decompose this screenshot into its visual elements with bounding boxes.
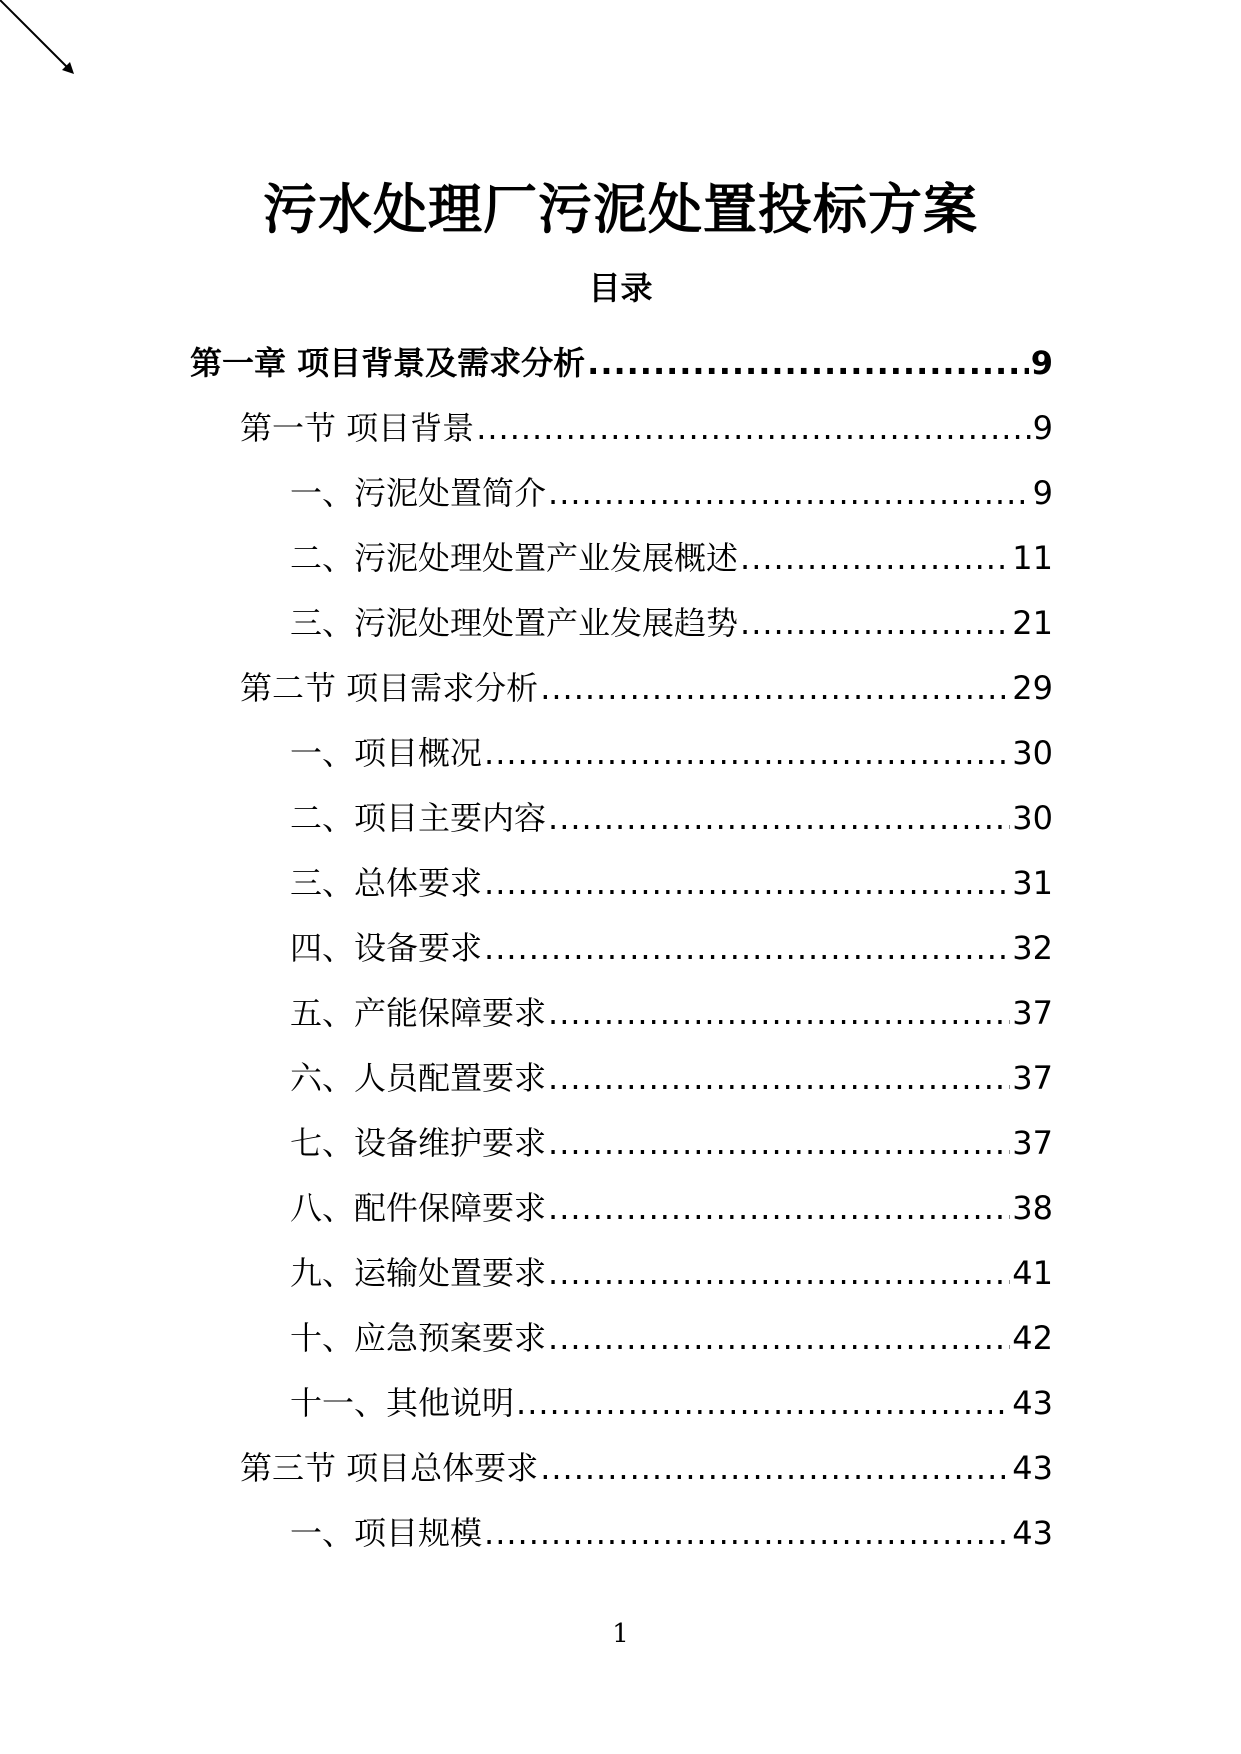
toc-dot-leader xyxy=(548,1253,1010,1293)
toc-entry-page: 9 xyxy=(1032,474,1053,512)
page-number: 1 xyxy=(612,1619,629,1649)
toc-entry[interactable] xyxy=(0,460,1241,525)
toc-dot-leader xyxy=(516,1383,1010,1423)
toc-entry-label: 三、总体要求 xyxy=(290,864,483,902)
toc-dot-leader xyxy=(548,1188,1010,1228)
toc-entry[interactable] xyxy=(0,395,1241,460)
toc-entry-page: 37 xyxy=(1012,1124,1053,1162)
toc-dot-leader xyxy=(548,1058,1010,1098)
toc-entry-label: 一、项目规模 xyxy=(290,1514,483,1552)
toc-entry-page: 30 xyxy=(1012,799,1053,837)
toc-entry-label: 一、污泥处置简介 xyxy=(290,474,547,512)
toc-entry-label: 二、项目主要内容 xyxy=(290,799,547,837)
toc-entry-label: 二、污泥处理处置产业发展概述 xyxy=(290,539,739,577)
toc-entry-label: 十一、其他说明 xyxy=(290,1384,515,1422)
toc-dot-leader xyxy=(548,473,1031,513)
toc-entry[interactable] xyxy=(0,720,1241,785)
toc-entry[interactable] xyxy=(0,1500,1241,1565)
toc-dot-leader xyxy=(484,928,1010,968)
toc-entry-page: 31 xyxy=(1012,864,1053,902)
toc-entry[interactable] xyxy=(0,785,1241,850)
toc-dot-leader xyxy=(484,733,1010,773)
toc-dot-leader xyxy=(740,603,1010,643)
toc-dot-leader xyxy=(587,343,1029,383)
toc-entry-page: 42 xyxy=(1012,1319,1053,1357)
toc-entry-page: 41 xyxy=(1012,1254,1053,1292)
toc-entry-page: 38 xyxy=(1012,1189,1053,1227)
toc-entry-page: 29 xyxy=(1012,669,1053,707)
toc-entry[interactable] xyxy=(0,915,1241,980)
toc-entry-page: 43 xyxy=(1012,1449,1053,1487)
toc-entry[interactable] xyxy=(0,1045,1241,1110)
toc-entry-page: 9 xyxy=(1030,344,1053,382)
toc-entry-label: 第二节 项目需求分析 xyxy=(240,669,539,707)
toc-entry[interactable] xyxy=(0,1305,1241,1370)
toc-entry-page: 21 xyxy=(1012,604,1053,642)
toc-entry-page: 32 xyxy=(1012,929,1053,967)
toc-entry[interactable] xyxy=(0,980,1241,1045)
toc-entry-label: 第一节 项目背景 xyxy=(240,409,475,447)
toc-entry-page: 30 xyxy=(1012,734,1053,772)
toc-entry-label: 六、人员配置要求 xyxy=(290,1059,547,1097)
toc-dot-leader xyxy=(548,798,1010,838)
toc-dot-leader xyxy=(484,1513,1010,1553)
toc-dot-leader xyxy=(548,1318,1010,1358)
toc-dot-leader xyxy=(484,863,1010,903)
toc-entry-page: 43 xyxy=(1012,1384,1053,1422)
toc-entry-label: 一、项目概况 xyxy=(290,734,483,772)
toc-entry-label: 第一章 项目背景及需求分析 xyxy=(190,344,586,382)
table-of-contents xyxy=(0,330,1241,1565)
toc-entry[interactable] xyxy=(0,525,1241,590)
toc-entry-page: 37 xyxy=(1012,1059,1053,1097)
toc-dot-leader xyxy=(540,1448,1010,1488)
toc-entry-label: 第三节 项目总体要求 xyxy=(240,1449,539,1487)
toc-entry[interactable] xyxy=(0,850,1241,915)
toc-entry[interactable] xyxy=(0,1110,1241,1175)
toc-entry-label: 四、设备要求 xyxy=(290,929,483,967)
toc-entry[interactable] xyxy=(0,1240,1241,1305)
toc-dot-leader xyxy=(548,993,1010,1033)
toc-dot-leader xyxy=(548,1123,1010,1163)
toc-entry-page: 37 xyxy=(1012,994,1053,1032)
toc-entry-label: 十、应急预案要求 xyxy=(290,1319,547,1357)
toc-entry-label: 七、设备维护要求 xyxy=(290,1124,547,1162)
toc-heading: 目录 xyxy=(588,269,653,307)
corner-arrow-icon xyxy=(0,0,80,80)
toc-dot-leader xyxy=(740,538,1010,578)
toc-entry-label: 三、污泥处理处置产业发展趋势 xyxy=(290,604,739,642)
toc-entry[interactable] xyxy=(0,1435,1241,1500)
toc-entry[interactable] xyxy=(0,330,1241,395)
toc-entry-page: 9 xyxy=(1032,409,1053,447)
toc-entry[interactable] xyxy=(0,590,1241,655)
toc-entry[interactable] xyxy=(0,655,1241,720)
toc-dot-leader xyxy=(540,668,1010,708)
toc-entry-label: 五、产能保障要求 xyxy=(290,994,547,1032)
toc-entry[interactable] xyxy=(0,1370,1241,1435)
toc-entry-page: 11 xyxy=(1012,539,1053,577)
document-title: 污水处理厂污泥处置投标方案 xyxy=(263,178,978,241)
toc-entry-label: 九、运输处置要求 xyxy=(290,1254,547,1292)
toc-dot-leader xyxy=(476,408,1030,448)
toc-entry-label: 八、配件保障要求 xyxy=(290,1189,547,1227)
toc-entry[interactable] xyxy=(0,1175,1241,1240)
toc-entry-page: 43 xyxy=(1012,1514,1053,1552)
